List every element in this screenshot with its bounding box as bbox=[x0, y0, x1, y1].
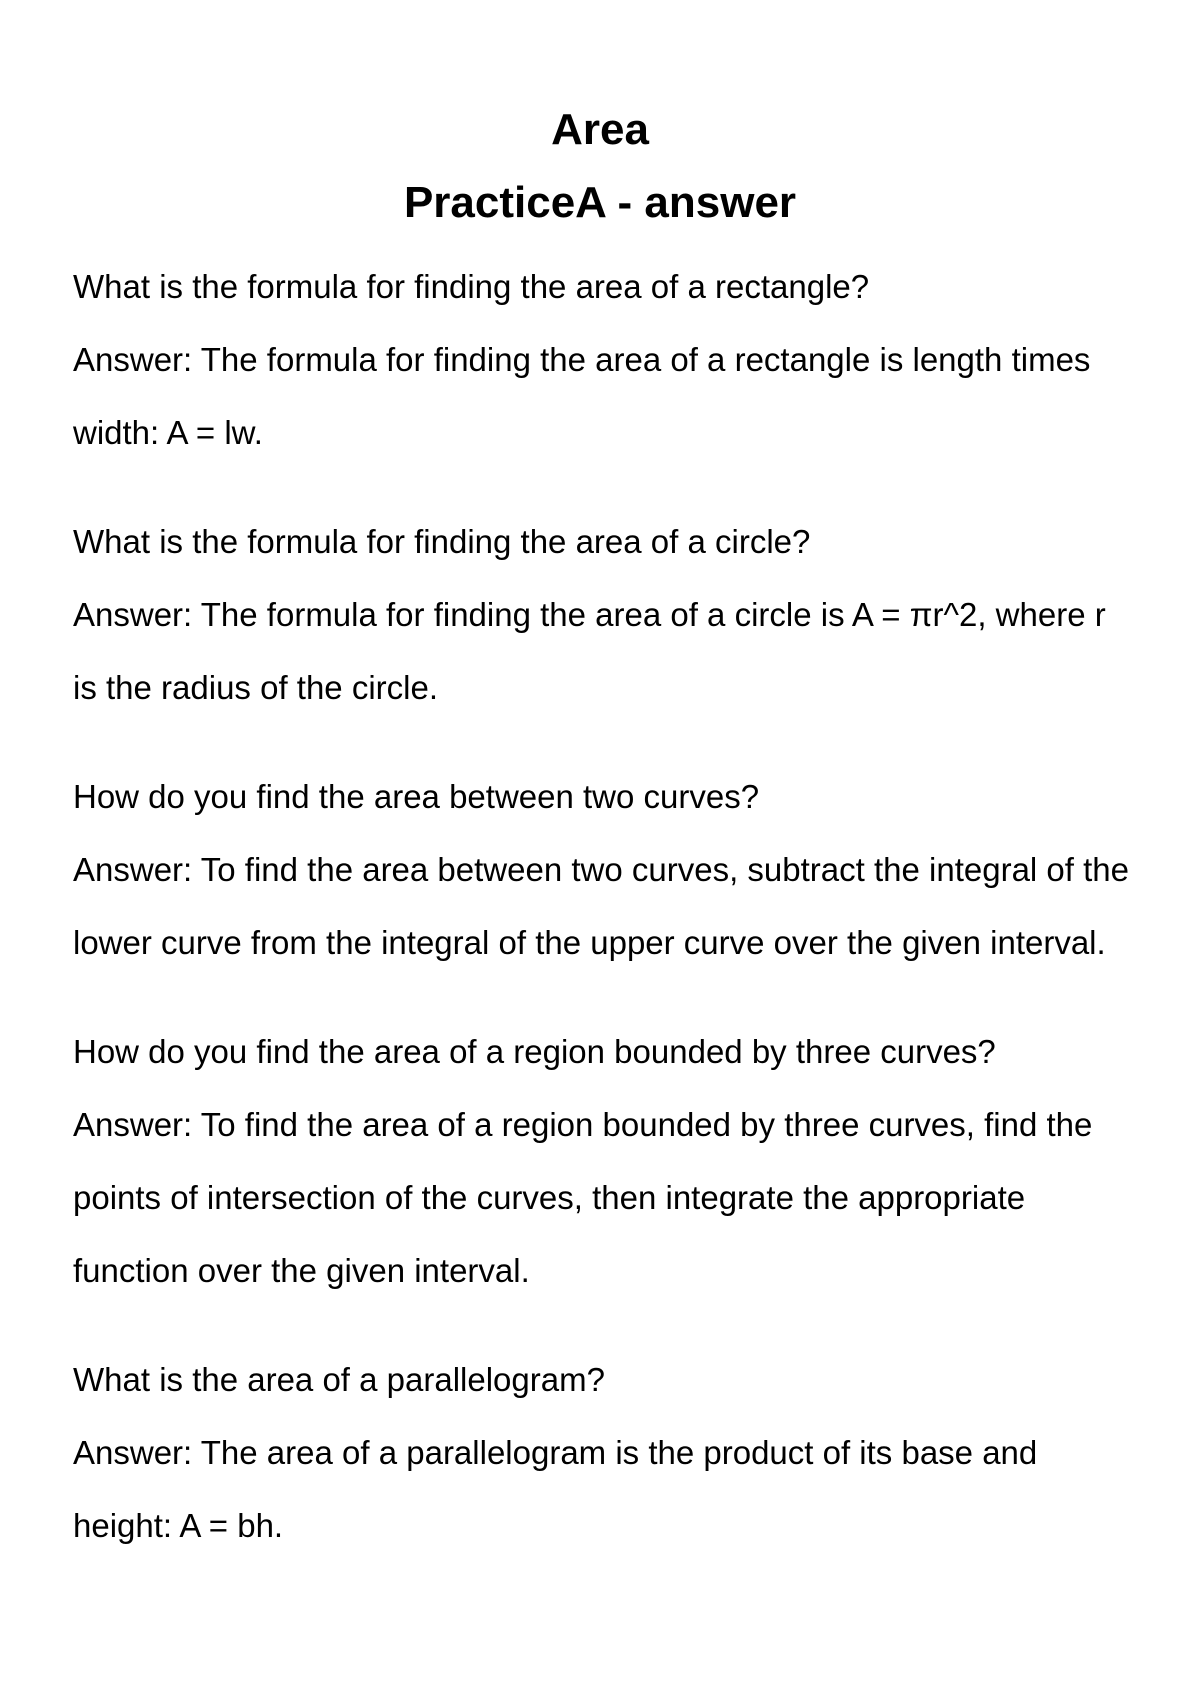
page-title: Area bbox=[551, 105, 649, 154]
answer-text: Answer: The area of a parallelogram is the product of its base and height: A = bh. bbox=[73, 1434, 1038, 1544]
question-text: What is the formula for finding the area of a circle? bbox=[73, 523, 811, 560]
answer-text: Answer: The formula for finding the area of a circle is A = πr^2, where r is the radius of the circle. bbox=[73, 596, 1106, 706]
answer-text: Answer: The formula for finding the area of a rectangle is length times width: A = lw. bbox=[73, 341, 1091, 451]
question-text: How do you find the area of a region bounded by three curves? bbox=[73, 1033, 996, 1070]
answer-text: Answer: To find the area of a region bounded by three curves, find the points of intersection of the curves, then integrate the appropriate function over the given interval. bbox=[73, 1106, 1093, 1289]
qa-list bbox=[73, 250, 1133, 1598]
question-text: What is the formula for finding the area of a rectangle? bbox=[73, 268, 870, 305]
qa-item bbox=[73, 250, 1133, 469]
qa-item bbox=[73, 1015, 1133, 1307]
qa-item bbox=[73, 760, 1133, 979]
qa-item bbox=[73, 1343, 1133, 1562]
question-text: What is the area of a parallelogram? bbox=[73, 1361, 605, 1398]
page-subtitle: PracticeA - answer bbox=[403, 178, 797, 227]
question-text: How do you find the area between two curves? bbox=[73, 778, 760, 815]
answer-text: Answer: To find the area between two curves, subtract the integral of the lower curve from the integral of the upper curve over the given interval. bbox=[73, 851, 1129, 961]
qa-item bbox=[73, 505, 1133, 724]
